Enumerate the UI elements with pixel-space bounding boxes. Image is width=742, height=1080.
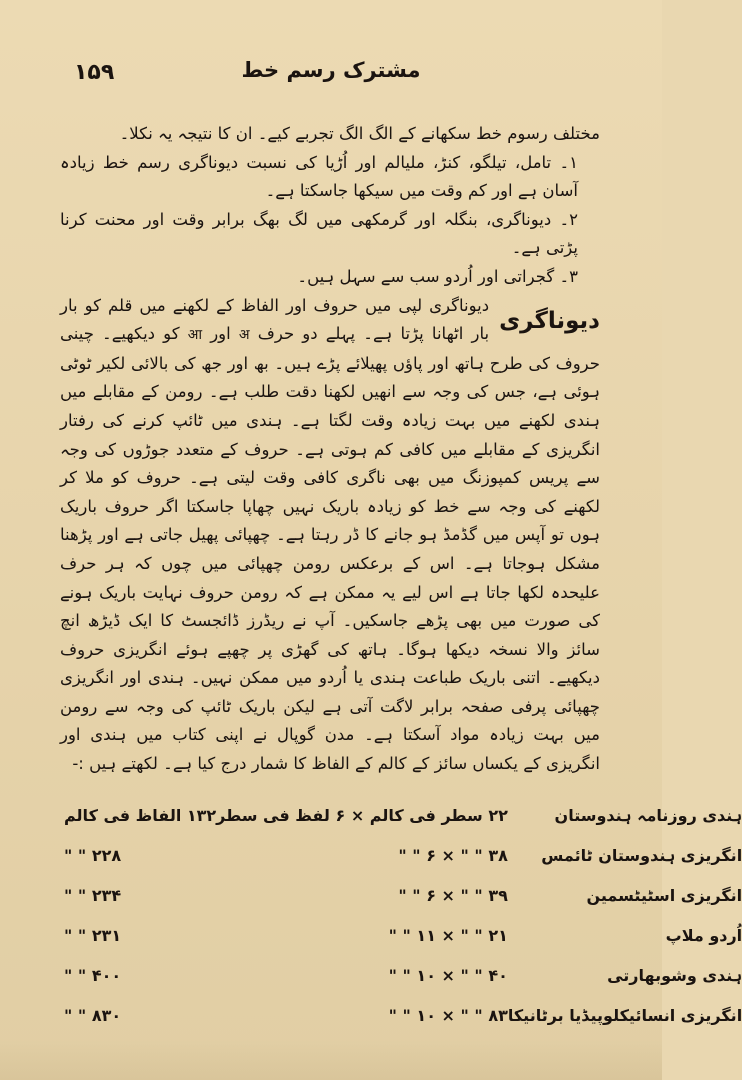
table-cell: ۲۳۱ " "	[64, 925, 122, 945]
table-cell: ہندی وشوبھارتی	[607, 965, 742, 985]
page-number: ۱۵۹	[74, 60, 115, 85]
table-cell: ہندی روزنامہ ہندوستان	[554, 805, 742, 825]
table-cell: ۲۱ " " × ۱۱ " "	[388, 925, 508, 945]
table-row	[64, 795, 742, 835]
table-cell: ۴۰۰ " "	[64, 965, 122, 985]
table-cell: ۳۹ " " × ۶ " "	[398, 885, 508, 905]
list-item-1: ۱۔ تامل، تیلگو، کنڑ، ملیالم اور اُڑیا کی نسبت دیوناگری رسم خط زیادہ آسان ہے اور کم وقت میں سیکھا جاسکتا ہے۔	[60, 152, 578, 201]
table-cell: ۲۳۴ " "	[64, 885, 122, 905]
paragraph-intro: مختلف رسوم خط سکھانے کے الگ الگ تجربے کیے۔ ان کا نتیجہ یہ نکلا۔	[119, 124, 600, 143]
table-cell: اُردو ملاپ	[665, 925, 742, 945]
list-item-3: ۳۔ گجراتی اور اُردو سب سے سہل ہیں۔	[297, 266, 578, 286]
table-row	[64, 955, 742, 995]
section-heading: دیوناگری	[499, 307, 600, 334]
body-text	[60, 120, 600, 779]
table-cell: ۲۲ سطر فی کالم × ۶ لفظ فی سطر	[216, 805, 508, 825]
devanagari-letter-a: अ	[238, 327, 250, 344]
table-row	[64, 875, 742, 915]
table-row	[64, 915, 742, 955]
paragraph-main-part-2: کو دیکھیے۔ چینی حروف کی طرح ہاتھ اور پاؤں پھیلائے پڑے ہیں۔ بھ اور جھ کی بالائی لکیر ٹوٹی ہوئی ہے، جس کی وجہ سے انھیں لکھنا دقت طلب ہے۔ رومن کے مقابلے میں ہندی لکھنے میں بہت زیادہ وقت لگتا ہے۔ ہندی میں ٹائپ کرنے کی رفتار انگریزی کے مقابلے میں کافی کم ہوتی ہے۔ حروف کے متعدد جوڑوں کی وجہ سے پریس کمپوزنگ میں بھی ناگری کافی وقت لیتی ہے۔ حروف کو ملا کر لکھنے کی وجہ سے خط کو زیادہ باریک نہیں چھاپا جاسکتا اگر حروف باریک ہوں تو آپس میں گڈمڈ ہو جانے کا ڈر رہتا ہے۔ چھپائی پھیل جاتی ہے اور پڑھنا مشکل ہوجاتا ہے۔ اس کے برعکس رومن چھپائی میں چوں کہ ہر حرف علیحدہ لکھا جاتا ہے اس لیے یہ ممکن ہے کہ رومن حروف نہایت باریک ہونے کی صورت میں بھی پڑھے جاسکیں۔ آپ نے ریڈرز ڈائجسٹ کا ایک ڈیڑھ انچ سائز والا نسخہ دیکھا ہوگا۔ ہاتھ کی گھڑی پر چھپے ہوئے انگریزی حروف دیکھیے۔ اتنی باریک طباعت ہندی یا اُردو میں ممکن نہیں۔ ہندی اور انگریزی چھپائی پرفی صفحہ برابر لاگت آتی ہے لیکن باریک ٹائپ کی وجہ سے رومن میں بہت زیادہ مواد آسکتا ہے۔ مدن گوپال نے اپنی کتاب میں ہندی اور انگریزی کے یکساں سائز کے کالم کے الفاظ کا شمار درج کیا ہے۔ لکھتے ہیں :-	[60, 324, 600, 774]
table-row	[64, 995, 742, 1035]
table-cell: ۱۳۲ الفاظ فی کالم	[64, 805, 217, 825]
table-cell: ۲۲۸ " "	[64, 845, 122, 865]
table-cell: انگریزی انسائیکلوپیڈیا برٹانیکا	[507, 1005, 742, 1025]
devanagari-letter-aa: आ	[187, 327, 203, 344]
paragraph-devanagari	[60, 292, 600, 779]
paragraph-main-and: اور	[210, 324, 231, 344]
paragraph-main-part-1: دیوناگری لپی میں حروف اور الفاظ کے لکھنے میں قلم کو بار بار اٹھانا پڑتا ہے۔ پہلے دو حرف	[60, 295, 490, 344]
table-cell: ۸۳۰ " "	[64, 1005, 122, 1025]
column-comparison-table	[64, 795, 742, 1035]
table-cell: ۴۰ " " × ۱۰ " "	[388, 965, 508, 985]
table-row	[64, 835, 742, 875]
list-item-2: ۲۔ دیوناگری، بنگلہ اور گرمکھی میں لگ بھگ برابر وقت اور محنت کرنا پڑتی ہے۔	[60, 209, 578, 258]
table-cell: ۳۸ " " × ۶ " "	[398, 845, 508, 865]
table-cell: انگریزی ہندوستان ٹائمس	[541, 845, 742, 865]
table-cell: ۸۳ " " × ۱۰ " "	[388, 1005, 508, 1025]
page-bottom-shade	[0, 1040, 662, 1080]
running-title: مشترک رسم خط	[241, 58, 421, 82]
table-cell: انگریزی اسٹیٹسمین	[586, 885, 742, 905]
